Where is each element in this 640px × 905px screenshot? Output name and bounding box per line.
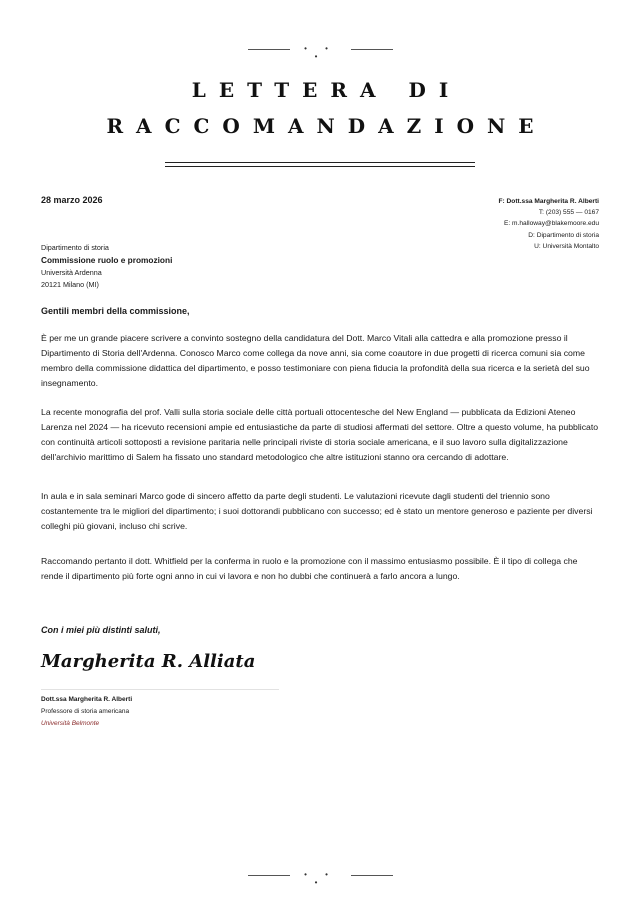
recipient-address: 20121 Milano (MI) [41,280,99,290]
ornament-line-left [248,875,290,876]
top-ornament [0,44,640,61]
ornament-dots: • • • [304,870,336,887]
sender-phone: T: (203) 555 — 0167 [538,209,599,217]
recipient-university: Università Ardenna [41,267,102,277]
recipient-committee: Commissione ruolo e promozioni [41,255,173,266]
sender-block [498,196,599,252]
ornament-line-left [248,49,290,50]
body-paragraph-2: La recente monografia del prof. Valli sulla storia sociale delle città portuali ottocentesche del New England — pubblicata da Edizioni Ateneo Larenza nel 2024 — ha ricevuto recensioni ampie ed entusiastiche da parte di studiosi affermati del settore. Oltre a questo volume, ha pubblicato con continuità articoli sottoposti a revisione paritaria nelle principali riviste di storia sociale americana, e il suo lavoro sulla digitalizzazione dell'archivio marittimo di Salem ha fissato uno standard metodologico che altre istituzioni stanno ora cercando di adottare. [41,407,599,462]
title-rule-upper [165,162,475,163]
signer-title: Professore di storia americana [41,708,130,715]
title-line-1: LETTERA DI [191,78,462,102]
recipient-block [41,242,172,292]
signer-university: Università Belmonte [41,720,100,727]
ornament-line-right [351,49,393,50]
sender-university: U: Università Montalto [534,242,599,250]
sender-department: D: Dipartimento di storia [528,231,599,239]
sender-name: F: Dott.ssa Margherita R. Alberti [498,198,599,205]
title-line-2: RACCOMANDAZIONE [106,114,547,138]
signer-name: Dott.ssa Margherita R. Alberti [41,696,133,703]
title-rule-lower [165,166,475,167]
signature-rule [41,689,279,690]
ornament-line-right [351,875,393,876]
letter-date: 28 marzo 2026 [41,195,103,205]
closing-line: Con i miei più distinti saluti, [41,625,161,635]
recipient-department: Dipartimento di storia [41,243,109,252]
sender-email: E: m.halloway@blakemoore.edu [503,220,599,228]
ornament-dots: • • • [304,44,336,61]
bottom-ornament [0,870,640,887]
signature: Margherita R. Alliata [41,651,256,672]
signer-block [41,694,132,730]
salutation: Gentili membri della commissione, [41,306,190,316]
body-paragraph-1: È per me un grande piacere scrivere a convinto sostegno della candidatura del Dott. Marco Vitali alla cattedra e alla promozione presso il Dipartimento di Storia dell'Ardenna. Conosco Marco come collega da nove anni, sia come coautore in due progetti di ricerca comuni sia come membro della commissione didattica del dipartimento, e posso testimoniare con piena fiducia la profondità della sua ricerca e la serietà del suo insegnamento. [41,333,590,388]
body-paragraph-4: Raccomando pertanto il dott. Whitfield per la conferma in ruolo e la promozione con il massimo entusiasmo possibile. È il tipo di collega che rende il dipartimento più forte ogni anno in cui vi lavora e non ho dubbi che continuerà a farlo ancora a lungo. [41,556,578,581]
body-paragraph-3: In aula e in sala seminari Marco gode di sincero affetto da parte degli studenti. Le valutazioni ricevute dagli studenti del triennio sono costantemente tra le migliori del dipartimento; i suoi dottorandi pubblicano con successo; ed è stato un mentore generoso e paziente per diversi colleghi più giovani, incluso chi scrive. [41,491,593,531]
